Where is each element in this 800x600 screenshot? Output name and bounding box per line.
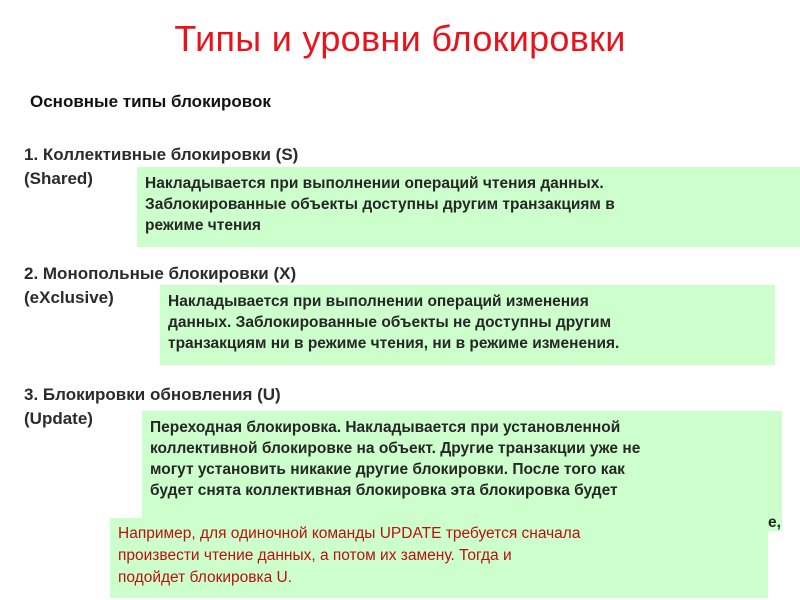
description-line: коллективной блокировке на объект. Другие транзакции уже не — [150, 440, 641, 457]
lock-type-update-title: 3. Блокировки обновления (U) — [24, 385, 281, 404]
lock-type-update-description — [142, 411, 782, 531]
description-line: Накладывается при выполнении операций изменения — [168, 293, 589, 310]
slide-title: Типы и уровни блокировки — [174, 18, 626, 59]
description-line: транзакциям ни в режиме чтения, ни в режиме изменения. — [168, 335, 620, 352]
lock-type-shared-title: 1. Коллективные блокировки (S) — [24, 145, 299, 164]
lock-type-shared-description — [137, 167, 800, 247]
description-line: Накладывается при выполнении операций чтения данных. — [145, 175, 604, 192]
note-line: произвести чтение данных, а потом их замену. Тогда и — [118, 547, 512, 564]
lock-type-shared-code: (Shared) — [24, 169, 93, 188]
note-line: подойдет блокировка U. — [118, 569, 293, 586]
description-clipped-tail: е, — [768, 514, 781, 531]
section-subtitle: Основные типы блокировок — [30, 92, 271, 111]
lock-type-update-code: (Update) — [24, 409, 93, 428]
description-line: будет снята коллективная блокировка эта блокировка будет — [150, 482, 618, 499]
description-line: Переходная блокировка. Накладывается при установленной — [150, 419, 621, 436]
description-line: данных. Заблокированные объекты не доступны другим — [168, 314, 612, 331]
description-line: режиме чтения — [145, 217, 261, 234]
note-line: Например, для одиночной команды UPDATE требуется сначала — [118, 525, 581, 542]
lock-type-exclusive-description — [160, 285, 775, 365]
description-line: Заблокированные объекты доступны другим транзакциям в — [145, 196, 615, 213]
description-line: могут установить никакие другие блокировки. После того как — [150, 461, 625, 478]
lock-type-exclusive-title: 2. Монопольные блокировки (X) — [24, 264, 297, 283]
example-note — [110, 518, 768, 598]
lock-type-exclusive-code: (eXclusive) — [24, 288, 114, 307]
